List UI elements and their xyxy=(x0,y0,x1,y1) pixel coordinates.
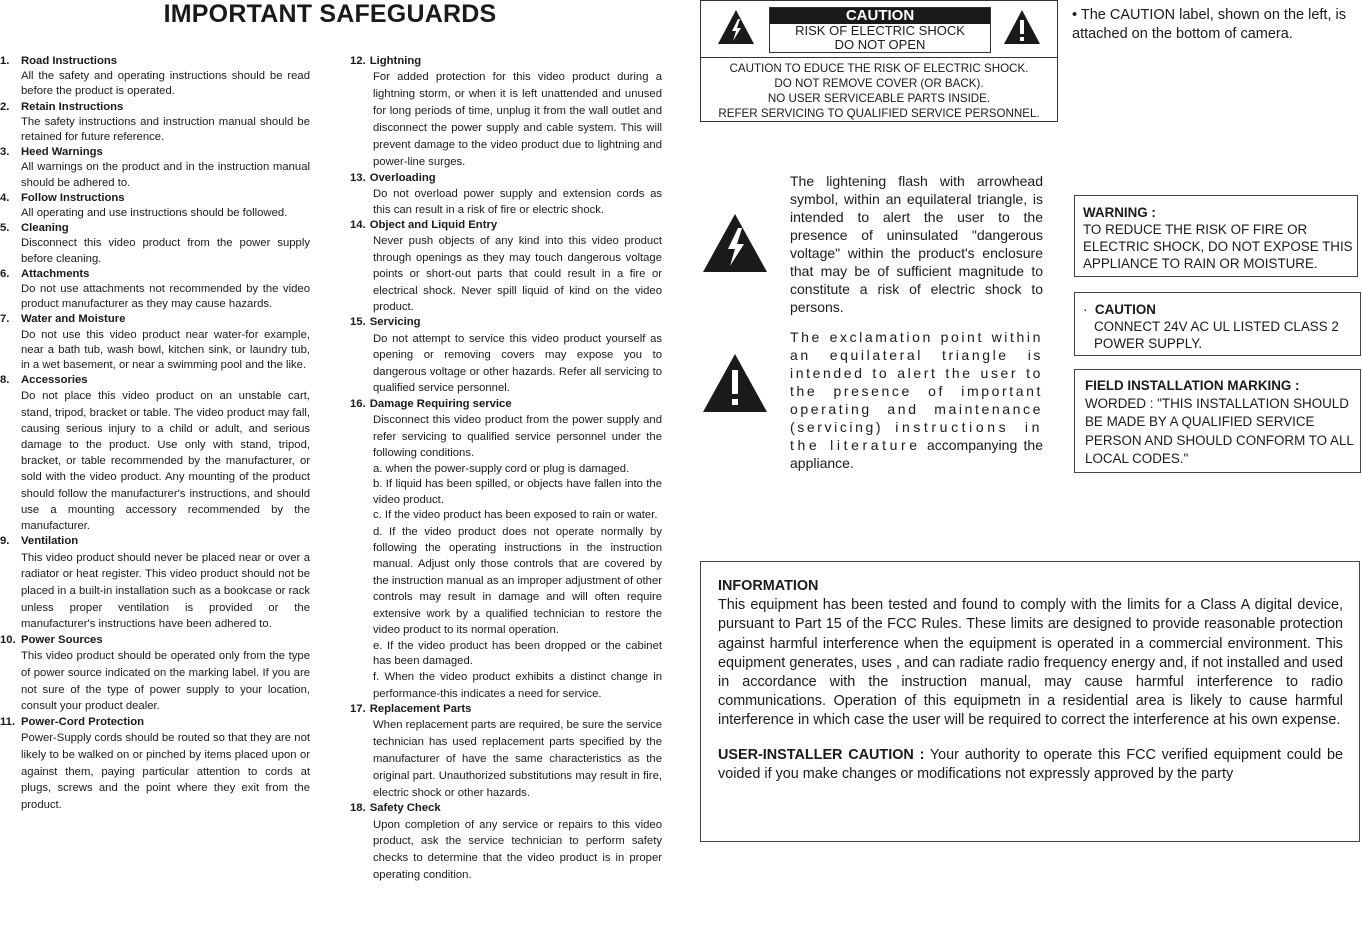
user-installer-body: Your authority to operate this FCC verified equipment could be voided if you make changes or modifications not expressly approved by the party xyxy=(718,746,1343,782)
power-caution-body: CONNECT 24V AC UL LISTED CLASS 2 POWER SUPPLY. xyxy=(1094,319,1339,351)
safeguard-item xyxy=(0,312,310,373)
exclamation-warning-icon xyxy=(701,352,769,414)
item-heading: Power Sources xyxy=(21,634,103,647)
item-number: 14. xyxy=(350,219,366,232)
item-heading: Servicing xyxy=(369,316,421,329)
item-body: All warnings on the product and in the instruction manual should be adhered to. xyxy=(21,161,310,189)
safeguard-item xyxy=(350,397,662,702)
item-subcondition: c. If the video product has been exposed to rain or water. xyxy=(373,509,658,522)
item-heading: Accessories xyxy=(21,374,88,387)
lightning-warning-icon xyxy=(717,9,755,45)
exclamation-symbol-explanation xyxy=(790,328,1043,472)
safeguard-item xyxy=(350,54,662,171)
item-body: Do not use this video product near water-for example, near a bath tub, wash bowl, kitchen sink, or laundry tub, in a wet basement, or near a swimming pool and the like. xyxy=(21,328,310,372)
item-number: 16. xyxy=(350,398,366,411)
caution-text-line: REFER SERVICING TO QUALIFIED SERVICE PERSONNEL. xyxy=(718,107,1040,120)
warning-box xyxy=(1074,195,1358,277)
item-heading: Lightning xyxy=(369,55,422,67)
item-number: 5. xyxy=(0,222,10,235)
item-subcondition: b. If liquid has been spilled, or objects have fallen into the video product. xyxy=(373,478,662,506)
item-number: 13. xyxy=(350,171,366,184)
item-heading: Water and Moisture xyxy=(21,313,126,326)
item-number: 12. xyxy=(350,55,366,67)
caution-text xyxy=(701,58,1057,121)
information-box xyxy=(700,561,1360,842)
safeguard-item xyxy=(0,221,310,267)
power-caution-head: CAUTION xyxy=(1094,302,1156,317)
exclamation-text: The exclamation point within an equilateral triangle is intended to alert the user to the presence of important operating and maintenance (servicing) xyxy=(790,329,1043,435)
item-heading: Safety Check xyxy=(369,802,441,815)
item-heading: Retain Instructions xyxy=(21,100,124,113)
item-body: Never push objects of any kind into this video product through openings as they may touch dangerous voltage points or short-out parts that could result in a fire or electrical shock. Never spill liquid of kind on the video product. xyxy=(373,235,662,314)
item-subcondition: a. when the power-supply cord or plug is damaged. xyxy=(373,463,630,476)
power-caution-box xyxy=(1074,292,1361,356)
item-body: Do not attempt to service this video product yourself as opening or removing covers may expose you to dangerous voltage or other hazards. Refer all servicing to qualified service personnel. xyxy=(373,332,662,395)
item-number: 4. xyxy=(0,191,10,204)
safeguards-column-2 xyxy=(350,54,662,884)
item-body: Do not use attachments not recommended by the video product manufacturer as they may cause hazards. xyxy=(21,283,310,311)
safeguard-item xyxy=(0,534,310,633)
safeguard-item xyxy=(350,702,662,801)
lightning-symbol-explanation: The lightening flash with arrowhead symbol, within an equilateral triangle, is intended to alert the user to the presence of uninsulated "dangerous voltage" within the product's enclosure that may be of sufficient magnitude to constitute a risk of electric shock to persons. xyxy=(790,173,1043,315)
item-number: 10. xyxy=(0,634,16,647)
item-number: 9. xyxy=(0,535,10,548)
item-subcondition: f. When the video product exhibits a distinct change in performance-this indicates a need for service. xyxy=(373,671,662,700)
item-body: The safety instructions and instruction manual should be retained for future reference. xyxy=(21,115,310,144)
item-subcondition: d. If the video product does not operate normally by following the operating instructions in the instruction manual. Adjust only those controls that are covered by the instruction manual as an improper adjustment of other controls may result in damage and will often require extensive work by a qualified technician to restore the video product to its normal operation. xyxy=(373,525,662,637)
item-number: 7. xyxy=(0,313,10,326)
user-installer-caution xyxy=(718,746,1343,784)
caution-label xyxy=(769,7,991,53)
item-number: 2. xyxy=(0,100,10,113)
item-body: Disconnect this video product from the power supply and refer servicing to qualified service personnel under the following conditions. xyxy=(373,414,662,460)
exclamation-text: accompanying the appliance. xyxy=(790,437,1043,471)
safeguard-item xyxy=(0,54,310,100)
safeguards-column-1 xyxy=(0,54,310,814)
safeguard-item xyxy=(0,373,310,534)
item-number: 18. xyxy=(350,802,366,815)
item-body: Upon completion of any service or repairs to this video product, ask the service technician to perform safety checks to determine that the video product is in proper operating condition. xyxy=(373,818,662,881)
item-number: 3. xyxy=(0,146,10,159)
information-body: This equipment has been tested and found to comply with the limits for a Class A digital device, pursuant to Part 15 of the FCC Rules. These limits are designed to provide reasonable protection against harmful interference when the equipment is operated in a commercial environment. This equipment generates, uses , and can radiate radio frequency energy and, if not installed and used in accordance with the instruction manual, may cause harmful interference to radio communications. Operation of this equipmetn in a residential area is likely to cause harmful interference in which case the user will be required to correct the interference at his own expense. xyxy=(718,597,1343,729)
item-body: This video product should be operated only from the type of power source indicated on the marking label. If you are not sure of the type of power supply to your location, consult your product dealer. xyxy=(21,650,310,713)
item-heading: Cleaning xyxy=(21,222,69,235)
item-heading: Overloading xyxy=(369,171,436,184)
item-heading: Damage Requiring service xyxy=(369,398,512,411)
item-heading: Ventilation xyxy=(21,535,79,548)
caution-label-head: CAUTION xyxy=(770,8,990,24)
caution-note: • The CAUTION label, shown on the left, is attached on the bottom of camera. xyxy=(1072,7,1346,42)
lightning-warning-icon xyxy=(701,212,769,274)
item-heading: Attachments xyxy=(21,267,90,280)
safeguard-item xyxy=(0,715,310,814)
field-installation-body: WORDED : "THIS INSTALLATION SHOULD BE MADE BY A QUALIFIED SERVICE PERSON AND SHOULD CONFORM TO ALL LOCAL CODES." xyxy=(1085,396,1354,466)
page-title: IMPORTANT SAFEGUARDS xyxy=(163,0,497,28)
item-body: Power-Supply cords should be routed so that they are not likely to be walked on or pinched by items placed upon or against them, paying particular attention to cords at plugs, screws and the point where they exit from the product. xyxy=(21,732,310,812)
caution-label-line: DO NOT OPEN xyxy=(834,37,926,52)
caution-label-box xyxy=(700,0,1058,122)
safeguard-item xyxy=(0,145,310,191)
item-heading: Heed Warnings xyxy=(21,146,103,159)
safeguard-item xyxy=(350,218,662,315)
safeguard-item xyxy=(0,100,310,146)
caution-label-line: RISK OF ELECTRIC SHOCK xyxy=(795,23,965,38)
exclamation-text: instructions in the literature xyxy=(790,419,1043,453)
item-body: When replacement parts are required, be sure the service technician has used replacement parts specified by the manufacturer of have the same characteristics as the original part. Unauthorized substitutions may result in fire, electric shock or other hazards. xyxy=(373,719,662,799)
user-installer-head: USER-INSTALLER CAUTION : xyxy=(718,746,925,763)
item-number: 17. xyxy=(350,703,366,716)
item-body: Do not overload power supply and extension cords as this can result in a risk of fire or electric shock. xyxy=(373,187,662,217)
item-body: All the safety and operating instructions should be read before the product is operated. xyxy=(21,70,310,98)
exclamation-warning-icon xyxy=(1003,9,1041,45)
item-number: 6. xyxy=(0,267,10,280)
item-number: 1. xyxy=(0,55,10,67)
field-installation-box xyxy=(1074,369,1361,473)
caution-text-line: NO USER SERVICEABLE PARTS INSIDE. xyxy=(767,92,991,105)
safeguard-item xyxy=(0,267,310,313)
item-subcondition: e. If the video product has been dropped or the cabinet has been damaged. xyxy=(373,639,662,667)
item-number: 8. xyxy=(0,374,10,387)
item-heading: Follow Instructions xyxy=(21,191,125,204)
field-installation-head: FIELD INSTALLATION MARKING : xyxy=(1085,378,1300,393)
item-heading: Road Instructions xyxy=(21,55,118,67)
warning-head: WARNING : xyxy=(1083,205,1156,220)
item-body: Disconnect this video product from the power supply before cleaning. xyxy=(21,237,310,265)
bullet: · xyxy=(1083,302,1088,317)
caution-text-line: CAUTION TO EDUCE THE RISK OF ELECTRIC SHOCK. xyxy=(729,62,1029,75)
safeguard-item xyxy=(0,633,310,715)
item-heading: Replacement Parts xyxy=(369,703,472,716)
item-heading: Object and Liquid Entry xyxy=(369,219,498,232)
item-body: This video product should never be placed near or over a radiator or heat register. This video product should not be placed in a built-in installation such as a bookcase or rack unless proper ventilation is provided or the manufacturer's instructions have been adhered to. xyxy=(21,551,310,631)
item-body: Do not place this video product on an unstable cart, stand, tripod, bracket or table. The video product may fall, causing serious injury to a child or adult, and serious damage to the product. Use only with stand, tripod, bracket, or table recommended by the manufacturer, or sold with the video product. Any mounting of the product should follow the manufacturer's instructions, and should use a mounting accessory recommended by the manufacturer. xyxy=(21,390,310,533)
safeguard-item xyxy=(350,171,662,219)
item-number: 11. xyxy=(0,716,16,729)
item-body: For added protection for this video product during a lightning storm, or when it is left unattended and unused for long periods of time, unplug it from the wall outlet and disconnect the power supply and cable system. This will prevent damage to the video product due to lightning and power-line surges. xyxy=(373,71,662,168)
caution-text-line: DO NOT REMOVE COVER (OR BACK). xyxy=(774,77,984,90)
safeguard-item xyxy=(0,191,310,221)
safeguard-item xyxy=(350,801,662,883)
information-head: INFORMATION xyxy=(718,578,819,594)
item-body: All operating and use instructions should be followed. xyxy=(21,207,288,220)
safeguard-item xyxy=(350,315,662,397)
item-number: 15. xyxy=(350,316,366,329)
warning-body: TO REDUCE THE RISK OF FIRE OR ELECTRIC SHOCK, DO NOT EXPOSE THIS APPLIANCE TO RAIN OR MOISTURE. xyxy=(1083,222,1353,271)
item-heading: Power-Cord Protection xyxy=(21,716,145,729)
